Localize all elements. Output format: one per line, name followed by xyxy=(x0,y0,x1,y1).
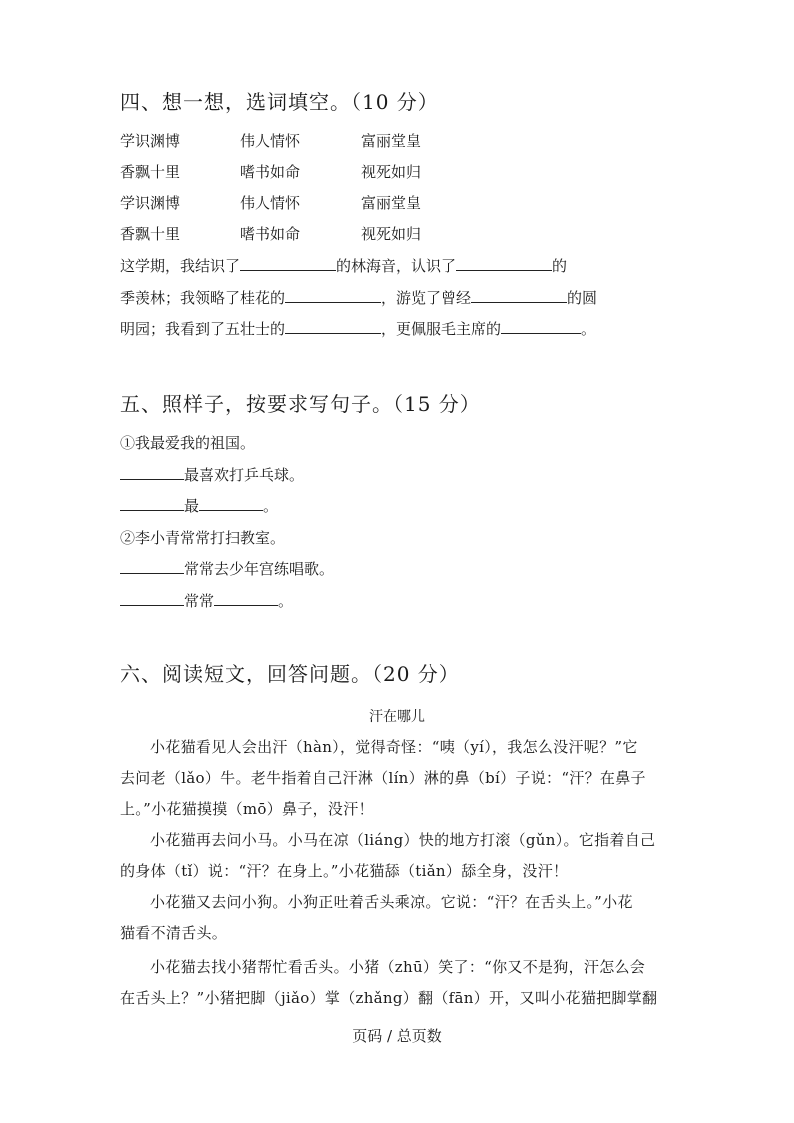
answer-blank[interactable] xyxy=(240,256,336,271)
fill-text: 。 xyxy=(263,497,279,515)
word-item: 嗜书如命 xyxy=(240,225,301,243)
fill-line-1 xyxy=(120,255,567,276)
rewrite-line xyxy=(120,464,304,485)
section6-heading: 六、阅读短文，回答问题。（20 分） xyxy=(120,662,460,686)
word-item: 香飘十里 xyxy=(120,225,181,243)
example-sentence-1: ①我最爱我的祖国。 xyxy=(120,434,256,452)
word-item: 嗜书如命 xyxy=(240,163,301,181)
fill-text: ，更佩服毛主席的 xyxy=(381,320,502,338)
passage-line: 猫看不清舌头。 xyxy=(120,924,228,942)
word-item: 伟人情怀 xyxy=(240,132,301,150)
word-item: 伟人情怀 xyxy=(240,194,301,212)
fill-text: 的林海音，认识了 xyxy=(336,257,457,275)
passage-line: 小花猫又去问小狗。小狗正吐着舌头乘凉。它说：“汗？在舌头上。”小花 xyxy=(150,893,633,911)
answer-blank[interactable] xyxy=(285,288,381,303)
answer-blank[interactable] xyxy=(456,256,552,271)
rewrite-line xyxy=(120,558,334,579)
section5-heading: 五、照样子，按要求写句子。（15 分） xyxy=(120,392,481,416)
word-item: 视死如归 xyxy=(361,163,422,181)
rewrite-line xyxy=(120,590,293,611)
fill-text: 的圆 xyxy=(567,289,598,307)
fill-text: 常常 xyxy=(184,592,215,610)
word-item: 学识渊博 xyxy=(120,132,181,150)
fill-text: 这学期，我结识了 xyxy=(120,257,241,275)
word-item: 富丽堂皇 xyxy=(361,132,422,150)
answer-blank[interactable] xyxy=(120,559,184,574)
fill-text: 。 xyxy=(581,320,597,338)
passage-line: 小花猫去找小猪帮忙看舌头。小猪（zhū）笑了：“你又不是狗，汗怎么会 xyxy=(150,958,646,976)
word-item: 视死如归 xyxy=(361,225,422,243)
example-sentence-2: ②李小青常常打扫教室。 xyxy=(120,529,286,547)
fill-text: 季羡林；我领略了桂花的 xyxy=(120,289,286,307)
passage-title: 汗在哪儿 xyxy=(369,709,425,725)
section4-heading: 四、想一想，选词填空。（10 分） xyxy=(120,90,439,114)
fill-text: ，游览了曾经 xyxy=(381,289,472,307)
answer-blank[interactable] xyxy=(501,319,581,334)
answer-blank[interactable] xyxy=(199,496,263,511)
rewrite-line xyxy=(120,495,278,516)
passage-line: 去问老（lǎo）牛。老牛指着自己汗淋（lín）淋的鼻（bí）子说：“汗？在鼻子 xyxy=(120,769,646,787)
fill-text: 常常去少年宫练唱歌。 xyxy=(184,560,335,578)
fill-text: 最喜欢打乒乓球。 xyxy=(184,466,305,484)
word-item: 学识渊博 xyxy=(120,194,181,212)
fill-text: 的 xyxy=(552,257,568,275)
fill-text: 。 xyxy=(278,592,294,610)
answer-blank[interactable] xyxy=(285,319,381,334)
answer-blank[interactable] xyxy=(120,591,184,606)
answer-blank[interactable] xyxy=(120,465,184,480)
passage-line: 小花猫看见人会出汗（hàn），觉得奇怪：“咦（yí），我怎么没汗呢？”它 xyxy=(150,738,638,756)
page-footer: 页码 / 总页数 xyxy=(352,1027,442,1045)
fill-line-2 xyxy=(120,287,597,308)
passage-line: 在舌头上？”小猪把脚（jiǎo）掌（zhǎng）翻（fān）开，又叫小花猫把脚掌翻 xyxy=(120,989,658,1007)
answer-blank[interactable] xyxy=(471,288,567,303)
word-item: 香飘十里 xyxy=(120,163,181,181)
fill-line-3 xyxy=(120,318,596,339)
answer-blank[interactable] xyxy=(120,496,184,511)
passage-line: 的身体（tǐ）说：“汗？在身上。”小花猫舔（tiǎn）舔全身，没汗！ xyxy=(120,862,569,880)
fill-text: 明园；我看到了五壮士的 xyxy=(120,320,286,338)
answer-blank[interactable] xyxy=(214,591,278,606)
fill-text: 最 xyxy=(184,497,200,515)
word-item: 富丽堂皇 xyxy=(361,194,422,212)
passage-line: 上。”小花猫摸摸（mō）鼻子，没汗！ xyxy=(120,800,374,818)
passage-line: 小花猫再去问小马。小马在凉（liáng）快的地方打滚（gǔn）。它指着自己 xyxy=(150,831,656,849)
